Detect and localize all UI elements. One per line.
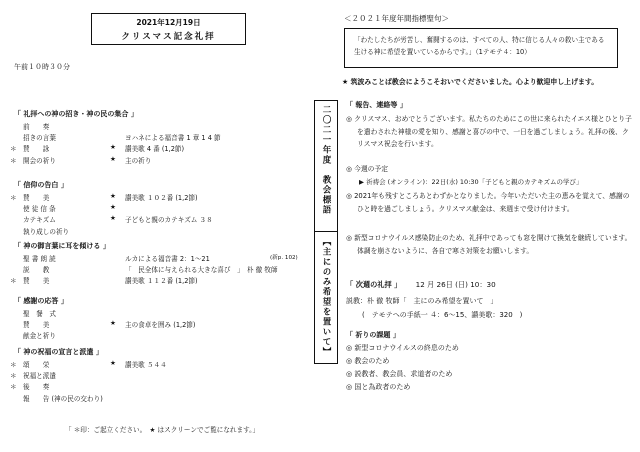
motto-divider [315,231,337,232]
standing-mark: ＊ [10,194,17,202]
order-item-name: 献金と祈り [23,332,56,341]
church-motto-box [314,100,338,364]
screen-star-mark: ★ [110,214,116,223]
prayer-item-2: ◎ 教会のため [346,357,390,365]
footnote: 「 ＊印：ご起立ください。 ★ はスクリーンでご覧になれます。」 [65,426,260,434]
screen-star-mark: ★ [110,203,116,212]
standing-mark: ＊ [10,277,17,286]
motto-text: 【主にのみ希望を置いて】 [321,237,331,357]
motto-heading: 二〇二一年度 教会標語 [321,105,331,215]
verse-box [344,28,618,68]
next-service-title: 「 次週の礼拝 」 [346,280,402,289]
order-item-detail: ルカによる福音書 2：1～21 [125,255,210,263]
order-item-name: 開会の祈り [23,156,56,165]
standing-mark: ＊ [10,383,17,392]
order-item-detail: 讃美歌 １１２番 (1,2節) [125,277,198,286]
order-item-detail: 「 民全体に与えられる大きな喜び 」 朴 徹 牧師 [125,266,278,275]
order-item-name: 報 告 (神の民の交わり) [23,394,103,403]
order-item-detail: 讃美歌 １０２番 (1,2節) [125,194,198,202]
order-item-name: 賛 美 [23,277,50,286]
order-section-title: 「 感謝の応答 」 [14,297,68,305]
order-item-name: 賛 詠 [23,145,50,154]
welcome-message: ★ 筑波みことば教会にようこそおいでくださいました。心より歓迎申し上げます。 [342,78,599,86]
order-item-detail: 主の祈り [125,156,152,165]
report-item-2: ◎ 今週の予定 [346,165,389,173]
order-section-title: 「 神の御言葉に耳を傾ける 」 [14,242,110,250]
order-item-name: 賛 美 [23,194,50,202]
prayer-item-4: ◎ 国と為政者のため [346,383,411,391]
screen-star-mark: ★ [110,143,116,152]
order-item-name: 執り成しの祈り [23,227,70,236]
report-item-1: ◎ クリスマス、おめでとうございます。私たちのためにこの世に来られたイエス様とひとり子を遣わされた神様の愛を知り、感謝と喜びの中で、一日を過ごしましょう。礼拝の後、クリスマス祝会を行います。 [346,115,632,149]
service-time: 午前１０時３０分 [14,63,70,71]
order-item-name: 賛 美 [23,321,50,330]
standing-mark: ＊ [10,145,17,154]
order-item-name: 祝福と派遣 [23,372,56,381]
order-item-name: 聖 書 朗 読 [23,255,56,263]
title-box [91,13,246,45]
order-item-name: 後 奏 [23,383,50,392]
prayer-title: 「 祈りの課題 」 [346,331,400,339]
next-service-datetime: 12 月 26日 (日) 10：30 [415,280,496,289]
next-scripture: ( テモテへの手紙一 ４：6～15、讃美歌：320 ) [362,311,523,319]
order-item-name: 聖 餐 式 [23,310,56,318]
service-date: 2021年12月19日 [136,18,201,27]
standing-mark: ＊ [10,372,17,381]
order-item-detail: 讃美歌 4 番 (1,2節) [125,145,185,154]
reports-title: 「 報告、連絡等 」 [346,101,407,109]
standing-mark: ＊ [10,156,17,165]
screen-star-mark: ★ [110,154,116,163]
report-item-2-detail: ▶ 祈祷会 (オンライン)：22日(水) 10:30「子どもと親のカテキズムの学び」 [359,178,583,186]
prayer-item-1: ◎ 新型コロナウイルスの終息のため [346,344,459,352]
verse-text: 「わたしたちが労苦し、奮闘するのは、すべての人、特に信じる人々の救い主である生ける神に希望を置いているからです。」（1テモテ４：10） [354,36,605,56]
report-item-4: ◎ 新型コロナウイルス感染防止のため、礼拝中であっても窓を開けて換気を継続しています。体調を崩さないように、各自で寒さ対策をお願いします。 [346,234,632,255]
order-item-name: 使 徒 信 条 [23,205,56,214]
scripture-page-note: (新p. 102) [270,255,298,261]
verse-heading: ＜２０２１年度年間指標聖句＞ [344,14,449,23]
service-title: クリスマス記念礼拝 [121,32,216,42]
order-item-detail: 讃美歌 ５４４ [125,361,167,369]
order-item-name: 招きの言葉 [23,134,56,143]
standing-mark: ＊ [10,361,17,369]
order-section-title: 「 信仰の告白 」 [14,181,68,189]
screen-star-mark: ★ [110,359,116,367]
order-item-detail: ヨハネによる福音書 1 章 1 4 節 [125,134,221,143]
order-section-title: 「 神の祝福の宣言と派遣 」 [14,348,103,356]
screen-star-mark: ★ [110,192,116,200]
order-item-name: 頌 栄 [23,361,50,369]
order-section-title: 「 礼拝への神の招き・神の民の集合 」 [14,110,138,118]
order-item-detail: 主の食卓を囲み (1,2節) [125,321,196,330]
order-item-name: カテキズム [23,216,56,225]
next-sermon: 説教：朴 徹 牧師「 主にのみ希望を置いて 」 [346,297,498,305]
screen-star-mark: ★ [110,319,116,328]
prayer-item-3: ◎ 説教者、教会員、求道者のため [346,370,453,378]
report-item-3: ◎ 2021年も残すところあとわずかとなりました。今年いただいた主の恵みを覚えて、感謝のひと時を過ごしましょう。クリスマス献金は、来週まで受け付けます。 [346,192,630,213]
order-item-detail: 子どもと親のカテキズム ３８ [125,216,213,225]
order-item-name: 前 奏 [23,123,50,131]
order-item-name: 説 教 [23,266,50,275]
next-service [346,280,496,290]
